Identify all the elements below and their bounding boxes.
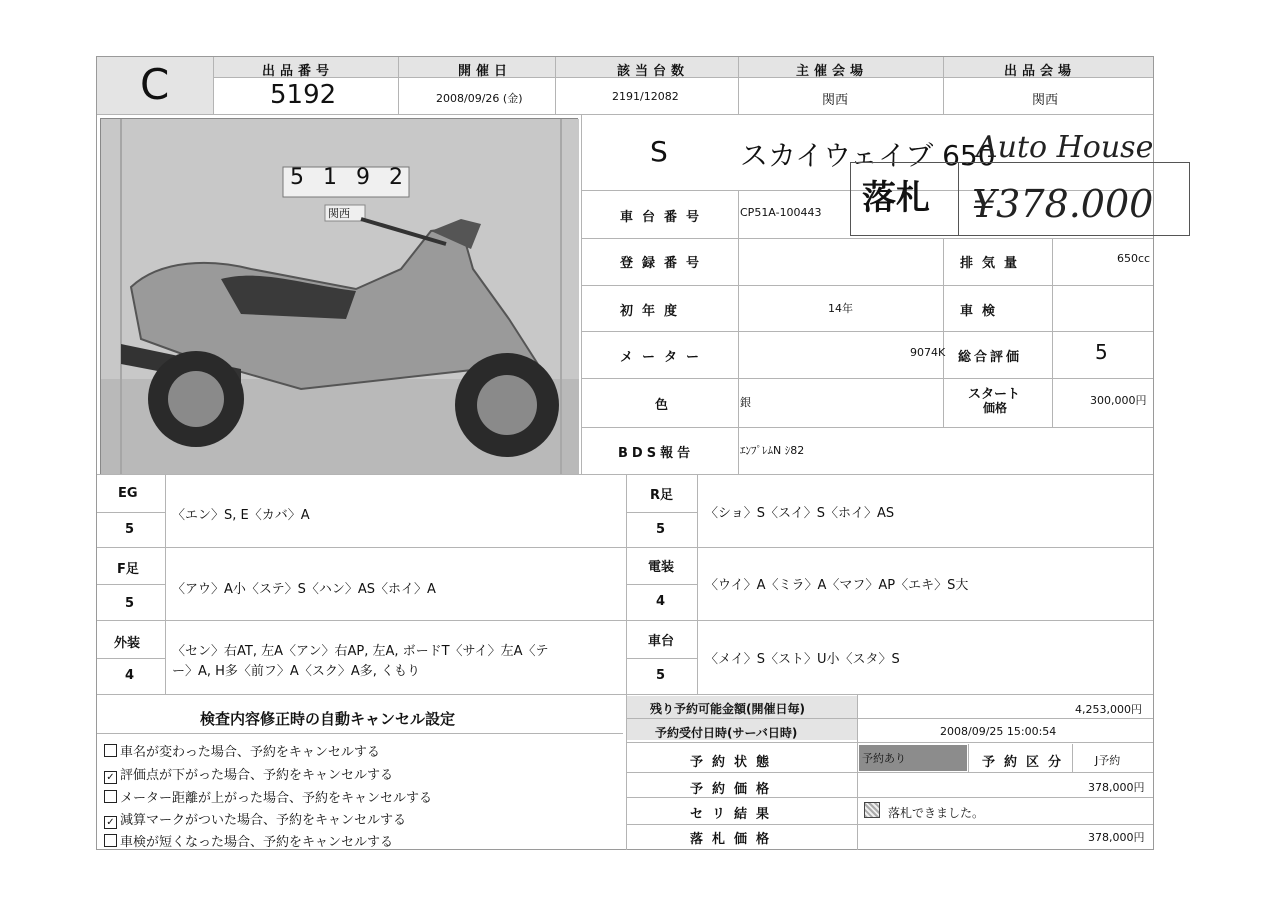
- price-label: 予約価格: [690, 782, 779, 797]
- rating-note: 〈メイ〉S〈スト〉U小〈スタ〉S: [705, 652, 900, 667]
- rating-label: F足: [117, 562, 139, 577]
- color-value: 銀: [740, 396, 751, 409]
- rating-label: EG: [118, 486, 138, 501]
- rating-score: 5: [125, 522, 135, 537]
- color-label: 色: [655, 398, 678, 413]
- cancel-option-mileage-up[interactable]: メーター距離が上がった場合、予約をキャンセルする: [104, 787, 432, 806]
- handwritten-price: ¥378.000: [972, 182, 1154, 226]
- start-label-1: スタート: [968, 387, 1021, 402]
- start-label-2: 価格: [983, 401, 1008, 415]
- received-label: 予約受付日時(サーバ日時): [655, 726, 798, 740]
- host-label: 主催会場: [796, 64, 869, 79]
- photo-plate-number: 5 1 9 2: [290, 165, 409, 190]
- vehicle-rank: S: [650, 135, 668, 168]
- year-value: 14年: [828, 302, 853, 315]
- price-value: 378,000円: [1088, 781, 1145, 794]
- frame-value: CP51A-100443: [740, 206, 822, 219]
- total-value: 5: [1095, 340, 1108, 364]
- checkbox-icon[interactable]: [104, 744, 117, 757]
- date-value: 2008/09/26 (金): [436, 92, 523, 105]
- rating-note-line-1: 〈セン〉右AT, 左A〈アン〉右AP, 左A, ボードT〈サイ〉左A〈テ: [172, 644, 549, 659]
- inspection-label: 車検: [960, 304, 1005, 319]
- won-value: 378,000円: [1088, 831, 1145, 844]
- status-label: 予約状態: [690, 755, 779, 770]
- result-value: 落札できました。: [888, 806, 985, 820]
- lot-label: 出品番号: [262, 64, 335, 79]
- rating-note: 〈エン〉S, E〈カバ〉A: [172, 508, 310, 523]
- cancel-settings-title: 検査内容修正時の自動キャンセル設定: [200, 710, 456, 728]
- rating-label: R足: [650, 488, 674, 503]
- cancel-option-score-drop[interactable]: ✓ 評価点が下がった場合、予約をキャンセルする: [104, 764, 393, 784]
- rating-score: 5: [125, 596, 135, 611]
- bds-value: ｴﾝﾌﾟﾚﾑN ｼ82: [740, 444, 805, 457]
- status-value: 予約あり: [862, 752, 906, 765]
- rating-note: 〈ショ〉S〈スイ〉S〈ホイ〉AS: [705, 506, 895, 521]
- class-label: 予約区分: [982, 755, 1071, 770]
- remaining-label: 残り予約可能金額(開催日毎): [650, 702, 805, 716]
- cancel-option-inspection-short[interactable]: 車検が短くなった場合、予約をキャンセルする: [104, 831, 393, 850]
- rating-note-line-2: ー〉A, H多〈前フ〉A〈スク〉A多, くもり: [172, 664, 420, 679]
- listing-value: 関西: [1032, 93, 1059, 108]
- displacement-value: 650cc: [1117, 252, 1151, 265]
- rating-label: 電装: [648, 560, 675, 575]
- start-value: 300,000円: [1090, 394, 1147, 407]
- lot-number: 5192: [270, 80, 337, 110]
- checkbox-icon[interactable]: [104, 834, 117, 847]
- result-icon: [864, 802, 880, 818]
- rating-score: 4: [125, 668, 135, 683]
- year-label: 初年度: [620, 304, 687, 319]
- won-label: 落札価格: [690, 832, 779, 847]
- class-value: J予約: [1095, 754, 1121, 767]
- received-value: 2008/09/25 15:00:54: [940, 725, 1057, 738]
- rating-label: 外装: [114, 636, 141, 651]
- checkbox-checked-icon[interactable]: ✓: [104, 771, 117, 784]
- model-name: スカイウェイブ 650: [740, 139, 996, 172]
- cancel-option-name-change[interactable]: 車名が変わった場合、予約をキャンセルする: [104, 741, 380, 760]
- cancel-option-deduction-mark[interactable]: ✓ 減算マークがついた場合、予約をキャンセルする: [104, 809, 406, 829]
- count-label: 該当台数: [617, 64, 690, 79]
- rating-score: 4: [656, 594, 666, 609]
- meter-value: 9074K: [910, 346, 946, 359]
- handwritten-buyer: Auto House: [976, 130, 1154, 165]
- rating-score: 5: [656, 668, 666, 683]
- remaining-value: 4,253,000円: [1075, 703, 1142, 716]
- date-label: 開催日: [458, 64, 513, 79]
- rating-score: 5: [656, 522, 666, 537]
- rating-label: 車台: [648, 634, 675, 649]
- reg-label: 登録番号: [620, 256, 709, 271]
- count-value: 2191/12082: [612, 90, 679, 103]
- displacement-label: 排気量: [960, 256, 1027, 271]
- checkbox-icon[interactable]: [104, 790, 117, 803]
- result-label: セリ結果: [690, 807, 779, 822]
- frame-label: 車台番号: [620, 210, 709, 225]
- bds-label: BDS報告: [618, 446, 695, 461]
- stamp-won: 落札: [862, 178, 930, 218]
- photo-plate-region: 関西: [328, 207, 350, 220]
- rating-note: 〈ウイ〉A〈ミラ〉A〈マフ〉AP〈エキ〉S大: [705, 578, 969, 593]
- rating-note: 〈アウ〉A小〈ステ〉S〈ハン〉AS〈ホイ〉A: [172, 582, 436, 597]
- meter-label: メーター: [620, 350, 709, 365]
- grade-letter: C: [140, 60, 170, 109]
- checkbox-checked-icon[interactable]: ✓: [104, 816, 117, 829]
- total-label: 総合評価: [958, 350, 1023, 365]
- host-value: 関西: [822, 93, 849, 108]
- listing-label: 出品会場: [1004, 64, 1077, 79]
